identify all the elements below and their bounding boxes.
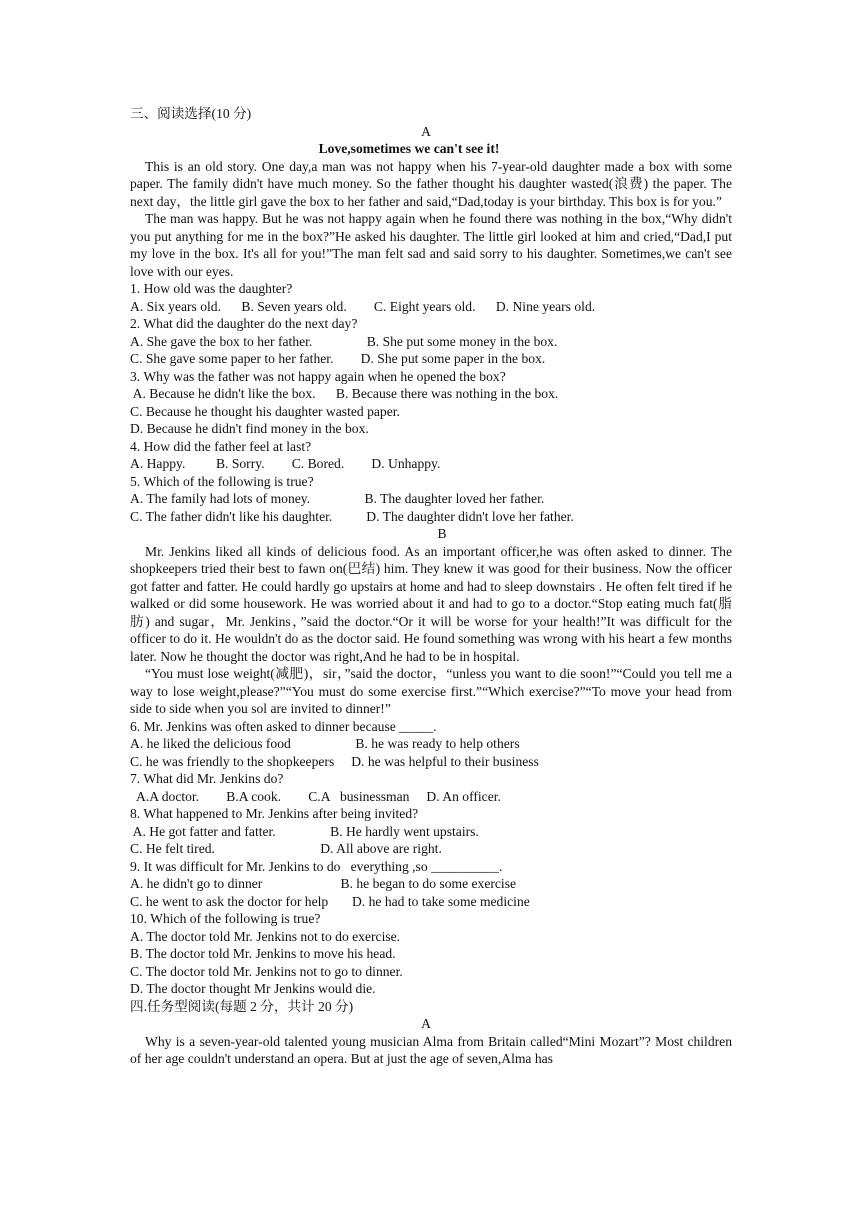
question-7 [130,770,732,805]
question-options: C. The father didn't like his daughter. D. The daughter didn't love her father. [130,508,574,524]
question-options: A. Six years old. B. Seven years old. C. Eight years old. D. Nine years old. [130,298,596,314]
question-text: 4. How did the father feel at last? [130,438,312,454]
question-1 [130,280,732,315]
passage-a-paragraph: The man was happy. But he was not happy again when he found there was nothing in the box,“Why didn't you put anything for me in the box?”He asked his daughter. The little girl looked at him and cried,“Dad,I put my love in the box. It's all for you!”The man felt sad and said sorry to his daughter. Sometimes,we can't see love with our eyes. [130,211,732,279]
section3-heading: 三、阅读选择(10 分) [130,106,252,121]
question-options: C. Because he thought his daughter wasted paper. [130,403,400,419]
passage-a-title: Love,sometimes we can't see it! [318,141,500,156]
question-options: D. Because he didn't find money in the box. [130,421,369,436]
question-text: 1. How old was the daughter? [130,281,293,296]
question-9 [130,858,732,911]
question-text: 8. What happened to Mr. Jenkins after being invited? [130,806,419,821]
question-options: A. The family had lots of money. B. The daughter loved her father. [130,491,545,506]
question-options: D. The doctor thought Mr Jenkins would die. [130,981,376,996]
question-5 [130,473,732,526]
question-4 [130,438,732,473]
question-text: 7. What did Mr. Jenkins do? [130,771,284,786]
question-options: A. he didn't go to dinner B. he began to do some exercise [130,876,517,891]
question-text: 5. Which of the following is true? [130,473,314,489]
passage-b-paragraph: Mr. Jenkins liked all kinds of delicious food. As an important officer,he was often asked to dinner. The shopkeepers tried their best to fawn on(巴结) him. They knew it was good for their business. Now the officer got fatter and fatter. He could hardly go upstairs at home and had to sleep downstairs . He often felt tired if he walked or did some housework. He was worried about it and had to go to a doctor.“Stop eating much fat(脂肪) and sugar，Mr. Jenkins，”said the doctor.“Or it will be worse for your health!”It was difficult for the officer to do it. He wouldn't do as the doctor said. He found something was wrong with his heart a few months later. Now he thought the doctor was right,And he had to be in hospital. [130,543,732,664]
question-options: B. The doctor told Mr. Jenkins to move his head. [130,946,396,961]
question-options: A. She gave the box to her father. B. She put some money in the box. [130,333,558,349]
section4-heading: 四.任务型阅读(每题 2 分，共计 20 分) [130,998,354,1014]
question-options: C. he was friendly to the shopkeepers D. he was helpful to their business [130,753,539,769]
question-10 [130,910,732,998]
question-options: A. Because he didn't like the box. B. Because there was nothing in the box. [130,386,559,401]
exam-page [130,105,732,1068]
question-text: 9. It was difficult for Mr. Jenkins to do everything ,so __________. [130,858,503,874]
question-options: A. Happy. B. Sorry. C. Bored. D. Unhappy. [130,456,441,471]
question-text: 2. What did the daughter do the next day? [130,316,358,331]
question-options: A. he liked the delicious food B. he was ready to help others [130,736,520,751]
question-options: A. He got fatter and fatter. B. He hardly went upstairs. [130,823,479,839]
question-text: 10. Which of the following is true? [130,911,321,926]
question-3 [130,368,732,438]
question-options: C. The doctor told Mr. Jenkins not to go to dinner. [130,963,403,979]
question-text: 3. Why was the father was not happy again when he opened the box? [130,368,506,384]
question-options: A. The doctor told Mr. Jenkins not to do exercise. [130,928,401,944]
question-text: 6. Mr. Jenkins was often asked to dinner because _____. [130,718,437,734]
question-8 [130,805,732,858]
passage-a-letter: A [421,123,431,139]
section4-passage-a-letter: A [421,1016,431,1031]
section4-passage-a-paragraph: Why is a seven-year-old talented young musician Alma from Britain called“Mini Mozart”? Most children of her age couldn't understand an opera. But at just the age of seven,Alma has [130,1033,732,1066]
question-options: A.A doctor. B.A cook. C.A businessman D. An officer. [130,788,501,804]
passage-a-paragraph: This is an old story. One day,a man was not happy when his 7-year-old daughter made a box with some paper. The family didn't have much money. So the father thought his daughter wasted(浪费) the paper. The next day，the little girl gave the box to her father and said,“Dad,today is your birthday. This box is for you.” [130,158,732,209]
question-2 [130,315,732,368]
question-options: C. She gave some paper to her father. D. She put some paper in the box. [130,351,546,366]
passage-b-paragraph: “You must lose weight(减肥)，sir，”said the doctor，“unless you want to die soon!”“Could you tell me a way to lose weight,please?”“You must do some exercise first.”“Which exercise?”“To move your head from side to side when you sol are invited to dinner!” [130,666,732,716]
question-options: C. he went to ask the doctor for help D. he had to take some medicine [130,893,530,909]
passage-b-letter: B [437,526,447,541]
question-options: C. He felt tired. D. All above are right. [130,841,442,856]
question-6 [130,718,732,771]
